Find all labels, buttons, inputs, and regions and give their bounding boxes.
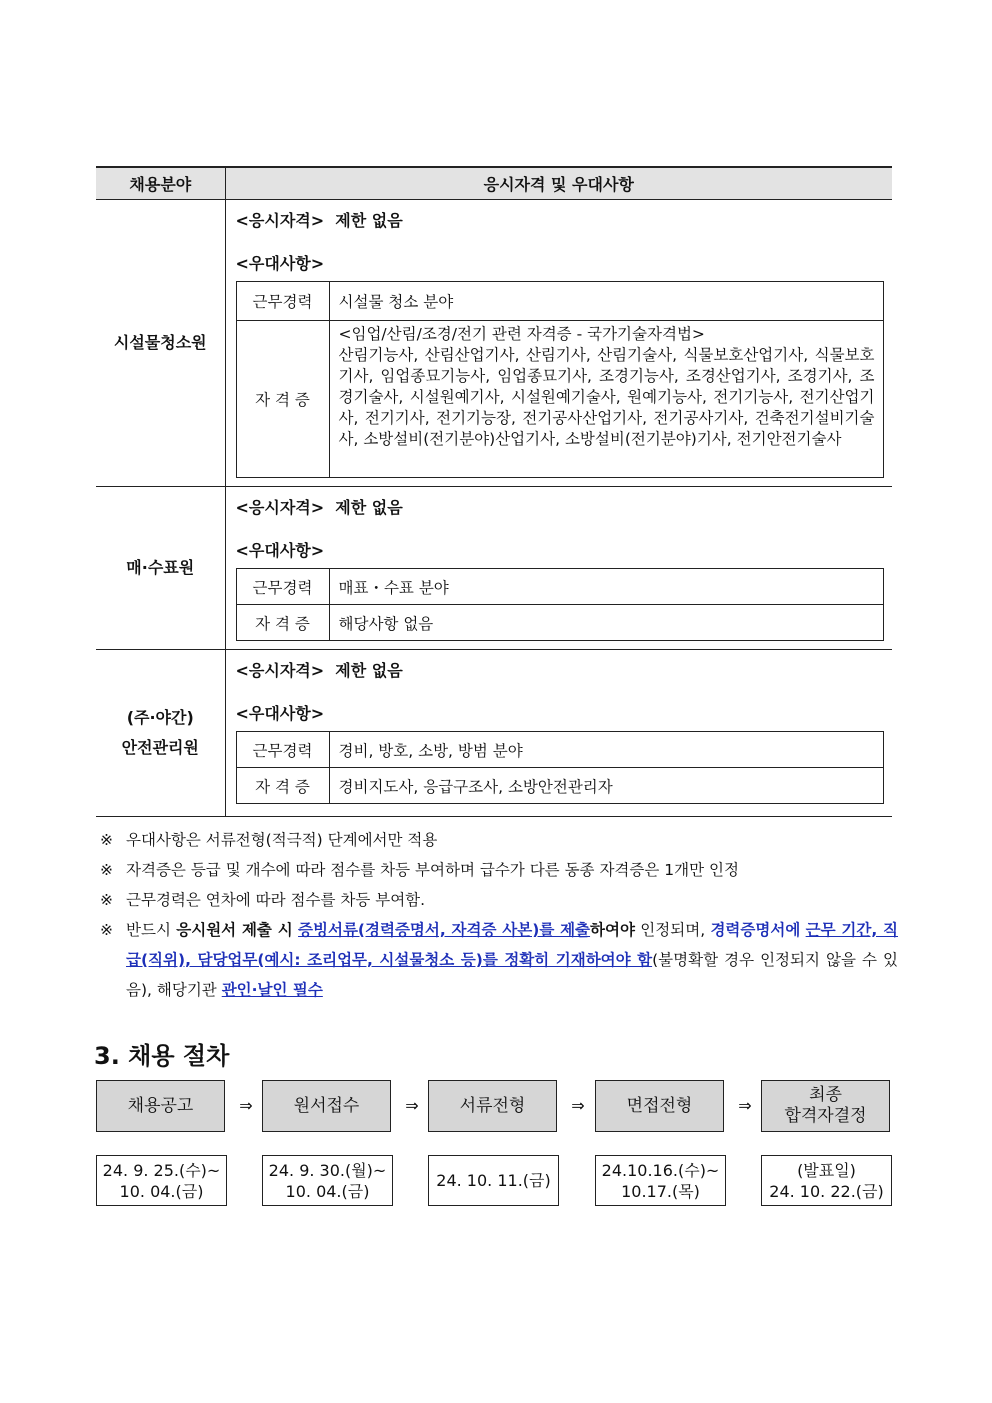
experience-value: 매표・수표 분야 [329, 569, 883, 605]
notes-section [100, 825, 898, 1005]
preference-label: <우대사항> [235, 541, 325, 560]
header-qualification: 응시자격 및 우대사항 [225, 167, 892, 200]
note-text: 우대사항은 서류전형(적극적) 단계에서만 적용 [126, 831, 438, 849]
category-cell [96, 650, 225, 817]
note-item [100, 825, 898, 855]
certificate-list: 산림기능사, 산림산업기사, 산림기사, 산림기술사, 식물보호산업기사, 식물보호기사, 임업종묘기능사, 임업종묘기사, 조경기능사, 조경산업기사, 조경기사, 조경기술사, 시설원예기사, 시설원예기술사, 원예기능사, 전기기능사, 전기산업기사, 전기기사, 전기기능장, 전기공사산업기사, 전기공사기사, 건축전기설비기술사, 소방설비(전기분야)산업기사, 소방설비(전기분야)기사, 전기안전기술사 [338, 346, 875, 448]
date-line: 10. 04.(금) [285, 1181, 370, 1201]
category-cell: 매·수표원 [96, 487, 225, 650]
table-row [96, 200, 892, 487]
note-text: (불명확할 경우 인정되지 않을 수 있음), 해당기관 [126, 951, 898, 999]
table-row [96, 650, 892, 817]
experience-label: 근무경력 [236, 282, 329, 321]
certificate-row [236, 321, 883, 478]
step-box: 면접전형 [595, 1080, 724, 1132]
date-line: 24.10.16.(수)~ [601, 1160, 720, 1180]
step-box: 서류전형 [428, 1080, 557, 1132]
experience-value: 경비, 방호, 소방, 방범 분야 [329, 732, 883, 768]
preference-table [236, 568, 884, 641]
note-highlight: 증빙서류(경력증명서, 자격증 사본)를 제출 [298, 921, 591, 939]
detail-cell [225, 200, 892, 487]
certificate-row [236, 768, 883, 804]
certificate-label: 자 격 증 [236, 605, 329, 641]
date-line: 10. 04.(금) [119, 1181, 204, 1201]
category-line1: (주·야간) [126, 708, 194, 727]
experience-row [236, 732, 883, 768]
date-line: 24. 10. 11.(금) [436, 1171, 551, 1190]
experience-label: 근무경력 [236, 569, 329, 605]
category-cell: 시설물청소원 [96, 200, 225, 487]
step-box [761, 1080, 890, 1132]
reference-mark-icon: ※ [100, 921, 113, 939]
certificate-value: 경비지도사, 응급구조사, 소방안전관리자 [329, 768, 883, 804]
reference-mark-icon: ※ [100, 861, 113, 879]
arrow-icon: ⇒ [405, 1096, 419, 1115]
qualification-line [236, 656, 884, 686]
step-date [262, 1155, 393, 1206]
step-box: 원서접수 [262, 1080, 391, 1132]
qualification-value: 제한 없음 [335, 661, 403, 680]
experience-row [236, 282, 883, 321]
note-highlight: 근무 기간, 직급(직위), 담당업무(예시: 조리업무, 시설물청소 등)를 정확히 기재하여야 함 [126, 921, 898, 969]
certificate-intro: <임업/산림/조경/전기 관련 자격증 - 국가기술자격법> [338, 325, 705, 343]
step-date [595, 1155, 726, 1206]
section-title: 3. 채용 절차 [94, 1042, 230, 1070]
note-item [100, 855, 898, 885]
note-text: 인정되며, [634, 921, 711, 939]
detail-cell [225, 487, 892, 650]
certificate-value [329, 321, 883, 478]
reference-mark-icon: ※ [100, 891, 113, 909]
note-emphasis: 하여야 [590, 921, 635, 939]
note-highlight: 관인·날인 필수 [221, 981, 323, 999]
step-name-line1: 최종 [809, 1085, 842, 1105]
certificate-label: 자 격 증 [236, 321, 329, 478]
qualification-value: 제한 없음 [335, 498, 403, 517]
date-line: 24. 9. 25.(수)~ [102, 1160, 221, 1180]
certificate-value: 해당사항 없음 [329, 605, 883, 641]
qualification-line [236, 493, 884, 523]
table-row [96, 487, 892, 650]
header-field: 채용분야 [96, 167, 225, 200]
step-name-line2: 합격자결정 [784, 1106, 867, 1126]
preference-label: <우대사항> [235, 704, 325, 723]
note-item [100, 885, 898, 915]
table-header-row [96, 167, 892, 200]
step-box: 채용공고 [96, 1080, 225, 1132]
qualification-label: <응시자격> [235, 211, 325, 230]
preference-table [236, 731, 884, 804]
note-text: 자격증은 등급 및 개수에 따라 점수를 차등 부여하며 급수가 다른 동종 자격증은 1개만 인정 [126, 861, 739, 879]
reference-mark-icon: ※ [100, 831, 113, 849]
qualification-line [236, 206, 884, 236]
note-item [100, 915, 898, 1005]
note-highlight: 경력증명서에 [710, 921, 801, 939]
arrow-icon: ⇒ [738, 1096, 752, 1115]
note-text: 반드시 [126, 921, 177, 939]
step-date [761, 1155, 892, 1206]
experience-row [236, 569, 883, 605]
recruitment-table [96, 166, 892, 817]
note-emphasis: 응시원서 제출 시 [176, 921, 293, 939]
date-line: 24. 10. 22.(금) [769, 1181, 884, 1201]
qualification-label: <응시자격> [235, 498, 325, 517]
step-date [96, 1155, 227, 1206]
certificate-row [236, 605, 883, 641]
detail-cell [225, 650, 892, 817]
preference-label: <우대사항> [235, 254, 325, 273]
preference-table [236, 281, 884, 478]
note-text: 근무경력은 연차에 따라 점수를 차등 부여함. [126, 891, 426, 909]
qualification-value: 제한 없음 [335, 211, 403, 230]
certificate-label: 자 격 증 [236, 768, 329, 804]
arrow-icon: ⇒ [571, 1096, 585, 1115]
date-line: (발표일) [797, 1160, 856, 1180]
category-line2: 안전관리원 [121, 738, 199, 757]
qualification-label: <응시자격> [235, 661, 325, 680]
experience-value: 시설물 청소 분야 [329, 282, 883, 321]
experience-label: 근무경력 [236, 732, 329, 768]
date-line: 10.17.(목) [621, 1181, 700, 1201]
arrow-icon: ⇒ [239, 1096, 253, 1115]
date-line: 24. 9. 30.(월)~ [268, 1160, 387, 1180]
step-date [428, 1155, 559, 1206]
